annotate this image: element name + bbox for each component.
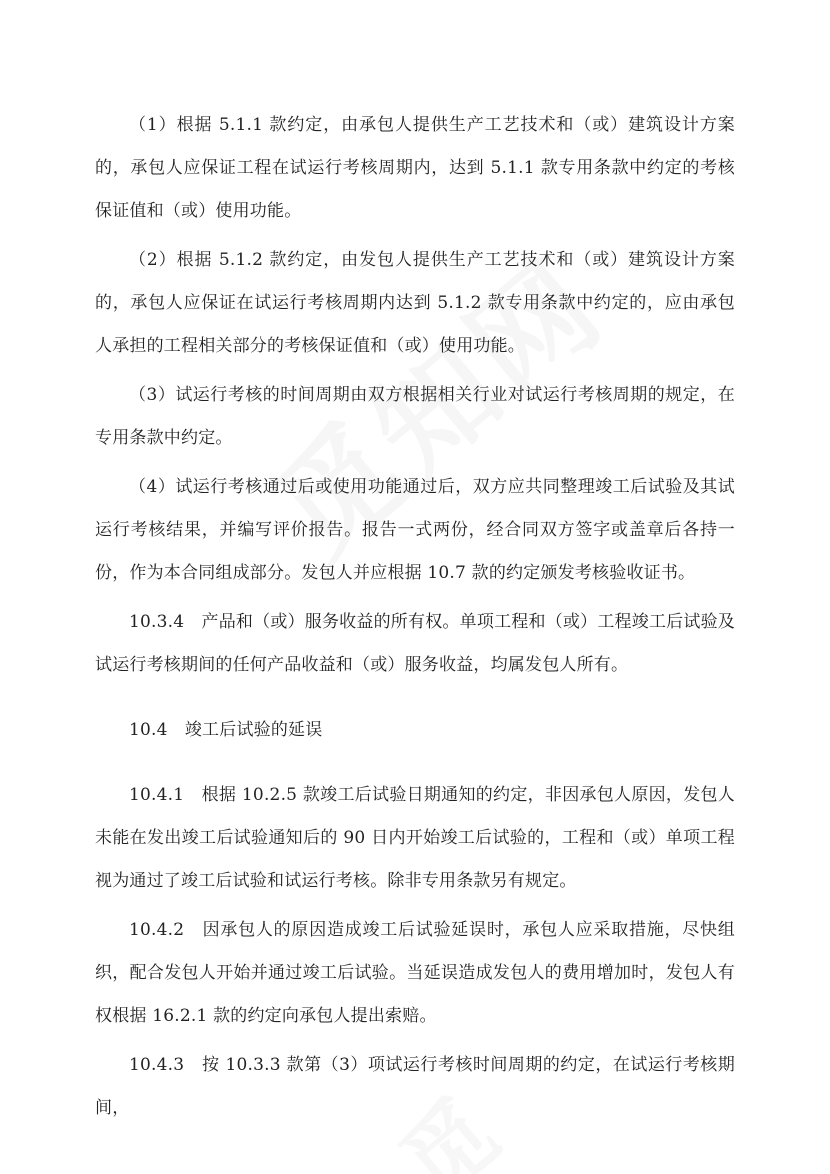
document-body xyxy=(95,104,735,1130)
paragraph-2: （2）根据 5.1.2 款约定，由发包人提供生产工艺技术和（或）建筑设计方案的，承包人应保证在试运行考核周期内达到 5.1.2 款专用条款中约定的，应由承包人承担的工程相关部分的考核保证值和（或）使用功能。 xyxy=(95,250,735,356)
paragraph-3: （3）试运行考核的时间周期由双方根据相关行业对试运行考核周期的规定，在专用条款中约定。 xyxy=(95,385,735,448)
paragraph-4: （4）试运行考核通过后或使用功能通过后，双方应共同整理竣工后试验及其试运行考核结果，并编写评价报告。报告一式两份，经合同双方签字或盖章后各持一份，作为本合同组成部分。发包人并应根据 10.7 款的约定颁发考核验收证书。 xyxy=(95,477,735,583)
paragraph-10-4-1: 10.4.1 根据 10.2.5 款竣工后试验日期通知的约定，非因承包人原因，发包人未能在发出竣工后试验通知后的 90 日内开始竣工后试验的，工程和（或）单项工程视为通过了竣工后试验和试运行考核。除非专用条款另有规定。 xyxy=(95,785,735,891)
paragraph-10-4-2: 10.4.2 因承包人的原因造成竣工后试验延误时，承包人应采取措施，尽快组织，配合发包人开始并通过竣工后试验。当延误造成发包人的费用增加时，发包人有权根据 16.2.1 款的约定向承包人提出索赔。 xyxy=(95,920,735,1026)
paragraph-1: （1）根据 5.1.1 款约定，由承包人提供生产工艺技术和（或）建筑设计方案的，承包人应保证工程在试运行考核周期内，达到 5.1.1 款专用条款中约定的考核保证值和（或）使用功能。 xyxy=(95,115,735,221)
paragraph-10-4-3: 10.4.3 按 10.3.3 款第（3）项试运行考核时间周期的约定，在试运行考核期间， xyxy=(95,1055,735,1118)
section-heading-10-4: 10.4 竣工后试验的延误 xyxy=(129,720,323,740)
paragraph-10-3-4: 10.3.4 产品和（或）服务收益的所有权。单项工程和（或）工程竣工后试验及试运行考核期间的任何产品收益和（或）服务收益，均属发包人所有。 xyxy=(95,612,735,675)
